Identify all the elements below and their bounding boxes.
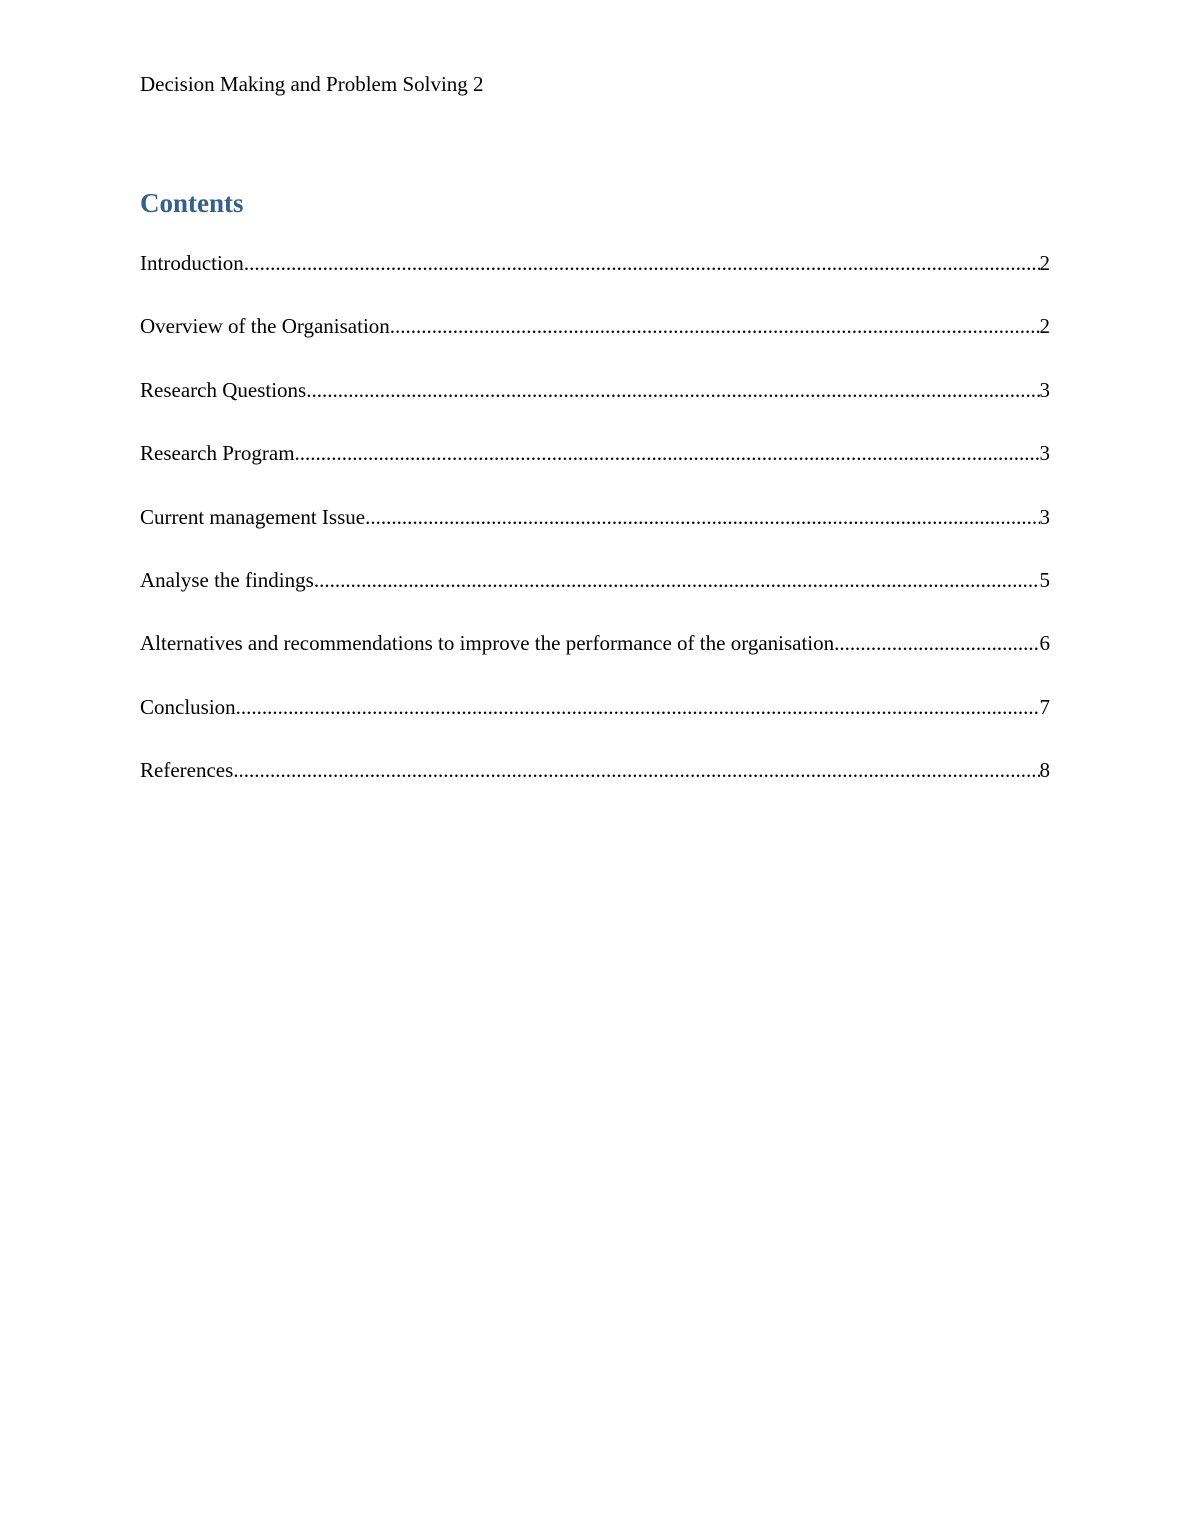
toc-entry-research-questions[interactable] (140, 376, 1050, 439)
toc-page-number: 3 (1039, 441, 1050, 466)
toc-dot-leader (834, 629, 1039, 657)
toc-heading: Contents (140, 188, 244, 218)
toc-entry-analyse-the-findings[interactable] (140, 566, 1050, 629)
toc-entry-title: Overview of the Organisation (140, 314, 390, 339)
toc-page-number: 2 (1039, 251, 1050, 275)
toc-entry-title: Introduction (140, 251, 244, 275)
toc-page-number: 2 (1039, 314, 1050, 339)
toc-page-number: 8 (1039, 758, 1050, 783)
toc-entry-overview-of-the-organisation[interactable] (140, 312, 1050, 375)
toc-dot-leader (314, 566, 1040, 594)
toc-entry-title: Alternatives and recommendations to improve the performance of the organisation (140, 631, 835, 656)
toc-dot-leader (306, 376, 1039, 404)
toc-page-number: 3 (1039, 377, 1050, 402)
toc-entry-title: References (140, 758, 234, 783)
toc-dot-leader (236, 693, 1040, 721)
toc-page-number: 6 (1039, 631, 1050, 656)
table-of-contents (140, 249, 1050, 820)
toc-entry-conclusion[interactable] (140, 693, 1050, 756)
toc-dot-leader (295, 439, 1040, 467)
toc-entry-introduction[interactable] (140, 249, 1050, 312)
toc-dot-leader (365, 503, 1039, 531)
toc-dot-leader (233, 756, 1039, 784)
toc-entry-title: Conclusion (140, 694, 236, 719)
toc-entry-references[interactable] (140, 756, 1050, 819)
toc-dot-leader (244, 249, 1040, 277)
toc-page-number: 3 (1039, 504, 1050, 529)
toc-entry-title: Current management Issue (140, 504, 366, 529)
toc-dot-leader (390, 312, 1040, 340)
toc-entry-research-program[interactable] (140, 439, 1050, 502)
toc-entry-title: Research Questions (140, 377, 307, 402)
toc-entry-current-management-issue[interactable] (140, 503, 1050, 566)
toc-entry-alternatives-and-recommendations[interactable] (140, 629, 1050, 692)
toc-entry-title: Research Program (140, 441, 295, 466)
toc-page-number: 5 (1039, 567, 1050, 592)
toc-page-number: 7 (1039, 694, 1050, 719)
running-header: Decision Making and Problem Solving 2 (140, 72, 484, 96)
toc-entry-title: Analyse the findings (140, 567, 314, 592)
